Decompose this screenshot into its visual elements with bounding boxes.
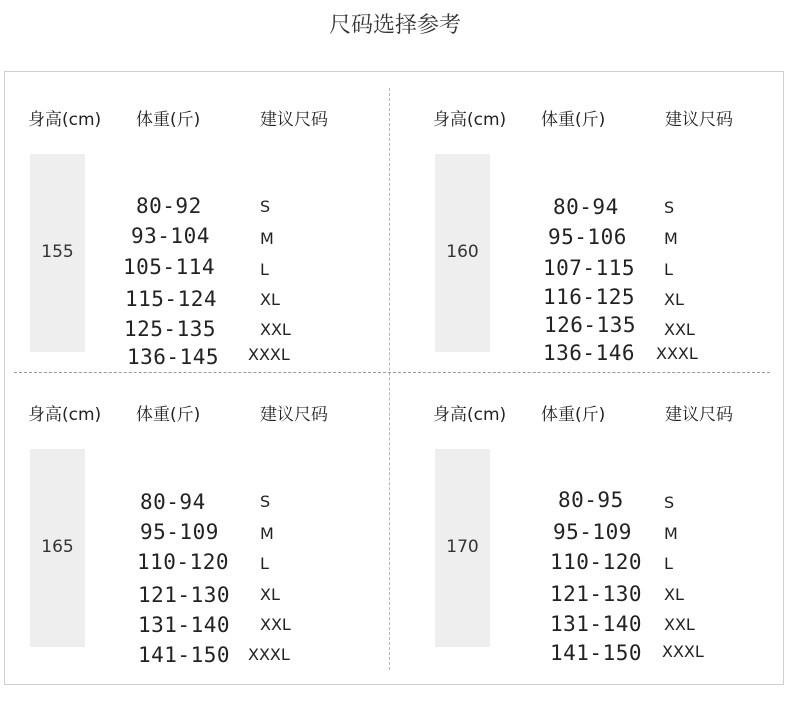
header-height: 身高(cm) <box>28 405 102 425</box>
height-column <box>30 154 85 352</box>
weight-range: 110-120 <box>550 550 643 574</box>
weight-range: 121-130 <box>138 583 231 607</box>
weight-range: 95-109 <box>140 520 219 544</box>
size-label: L <box>664 554 673 573</box>
weight-range: 80-94 <box>140 490 206 514</box>
header-height: 身高(cm) <box>433 110 507 130</box>
weight-range: 110-120 <box>137 550 230 574</box>
weight-range: 121-130 <box>550 582 643 606</box>
size-panel-3 <box>0 370 390 666</box>
height-column <box>30 449 85 647</box>
weight-range: 141-150 <box>138 643 231 667</box>
weight-range: 131-140 <box>550 612 643 636</box>
size-label: S <box>260 197 271 216</box>
size-label: XXXL <box>662 642 704 661</box>
size-label: L <box>664 260 673 279</box>
size-label: XL <box>664 585 684 604</box>
header-height: 身高(cm) <box>28 110 102 130</box>
size-label: M <box>664 524 678 543</box>
size-label: L <box>260 554 269 573</box>
weight-range: 93-104 <box>131 224 210 248</box>
page-title: 尺码选择参考 <box>328 13 461 38</box>
header-height: 身高(cm) <box>433 405 507 425</box>
size-label: S <box>260 492 271 511</box>
height-value: 165 <box>41 537 74 557</box>
size-panel-1 <box>0 75 390 371</box>
weight-range: 136-146 <box>543 341 636 365</box>
size-label: L <box>260 260 269 279</box>
weight-range: 95-109 <box>553 520 632 544</box>
height-value: 160 <box>446 242 479 262</box>
weight-range: 80-95 <box>558 488 624 512</box>
size-label: XXL <box>260 320 291 339</box>
header-size: 建议尺码 <box>260 405 328 425</box>
header-weight: 体重(斤) <box>136 110 201 130</box>
size-label: XL <box>260 585 280 604</box>
weight-range: 126-135 <box>544 313 637 337</box>
size-label: XXL <box>664 320 695 339</box>
size-label: XL <box>664 290 684 309</box>
header-size: 建议尺码 <box>665 405 733 425</box>
weight-range: 131-140 <box>138 613 231 637</box>
header-size: 建议尺码 <box>665 110 733 130</box>
size-label: XXXL <box>248 645 290 664</box>
weight-range: 80-94 <box>553 195 619 219</box>
height-column <box>435 154 490 352</box>
weight-range: 125-135 <box>124 317 217 341</box>
size-label: M <box>260 524 274 543</box>
size-label: XXL <box>664 615 695 634</box>
weight-range: 116-125 <box>543 285 636 309</box>
weight-range: 115-124 <box>125 287 218 311</box>
header-weight: 体重(斤) <box>541 110 606 130</box>
weight-range: 80-92 <box>136 194 202 218</box>
weight-range: 141-150 <box>550 641 643 665</box>
size-label: XXL <box>260 615 291 634</box>
size-label: M <box>664 229 678 248</box>
size-panel-2 <box>405 75 790 371</box>
size-label: M <box>260 229 274 248</box>
weight-range: 136-145 <box>127 345 220 369</box>
header-size: 建议尺码 <box>260 110 328 130</box>
size-panel-4 <box>405 370 790 666</box>
height-column <box>435 449 490 647</box>
size-label: S <box>664 493 675 512</box>
size-label: XXXL <box>656 344 698 363</box>
size-label: S <box>664 198 675 217</box>
weight-range: 107-115 <box>543 256 636 280</box>
size-label: XL <box>260 290 280 309</box>
size-label: XXXL <box>248 345 290 364</box>
height-value: 170 <box>446 537 479 557</box>
height-value: 155 <box>41 242 74 262</box>
header-weight: 体重(斤) <box>136 405 201 425</box>
weight-range: 95-106 <box>548 225 627 249</box>
header-weight: 体重(斤) <box>541 405 606 425</box>
weight-range: 105-114 <box>123 255 216 279</box>
